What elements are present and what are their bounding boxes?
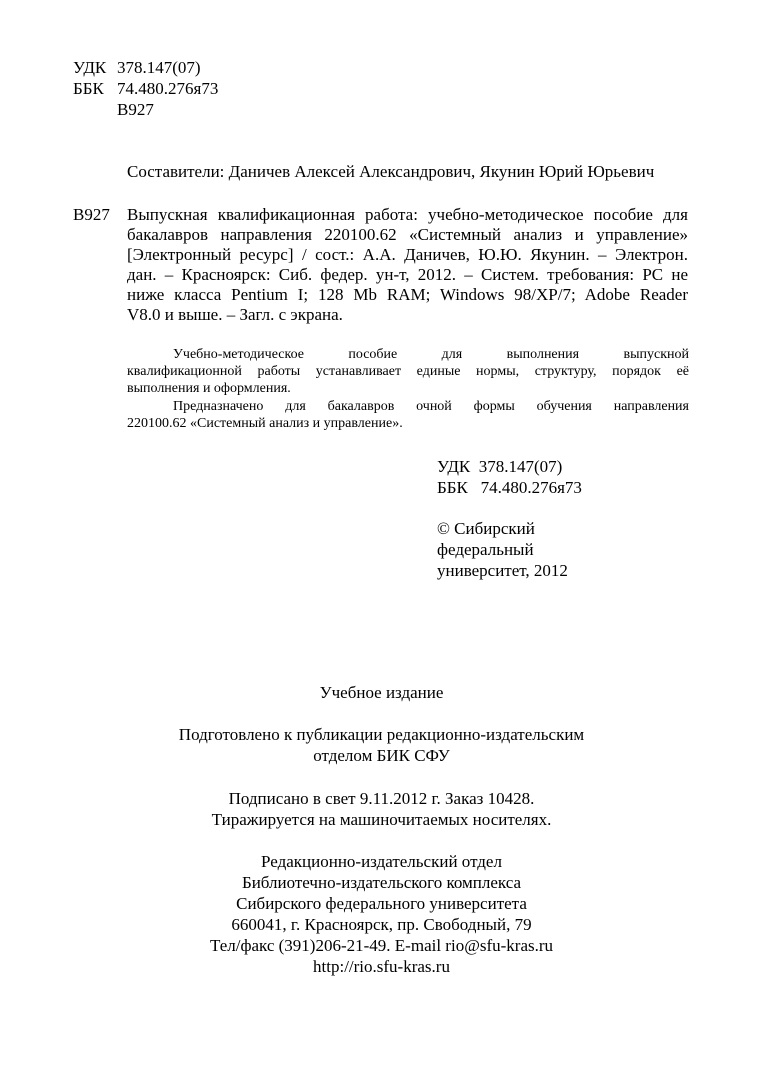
abstract-line: Предназначено для бакалавров очной формы обучения направления	[173, 399, 689, 414]
bib-line: [Электронный ресурс] / сост.: А.А. Даничев, Ю.Ю. Якунин. – Электрон.	[127, 245, 688, 264]
bbk-code-top	[73, 78, 218, 99]
publisher-line: Сибирского федерального университета	[236, 894, 527, 913]
bib-line: дан. – Красноярск: Сиб. федер. ун-т, 2012. – Систем. требования: PC не	[127, 265, 688, 284]
bbk-code: ББК 74.480.276я73	[437, 478, 582, 497]
publisher-contact: Тел/факс (391)206-21-49. E-mail rio@sfu-kras.ru	[209, 936, 554, 955]
bbk-label: ББК	[73, 79, 104, 98]
author-mark-top: В927	[117, 100, 154, 119]
copyright-line: © Сибирский	[437, 519, 535, 538]
abstract-line: Учебно-методическое пособие для выполнения выпускной	[173, 347, 689, 362]
bib-line: Выпускная квалификационная работа: учебно-методическое пособие для	[127, 205, 688, 224]
signed-line: Подписано в свет 9.11.2012 г. Заказ 10428.	[228, 789, 535, 808]
compilers-line: Составители: Даничев Алексей Александрович, Якунин Юрий Юрьевич	[127, 162, 655, 181]
bib-author-mark: В927	[73, 205, 110, 224]
copyright-line: университет, 2012	[437, 561, 568, 580]
copyright-line: федеральный	[437, 540, 534, 559]
bib-line: ниже класса Pentium I; 128 Mb RAM; Windows 98/XP/7; Adobe Reader	[127, 285, 688, 304]
bbk-value: 74.480.276я73	[117, 79, 219, 98]
signed-line: Тиражируется на машиночитаемых носителях.	[211, 810, 552, 829]
prepared-line: отделом БИК СФУ	[313, 746, 450, 765]
edition-type: Учебное издание	[319, 683, 444, 702]
abstract-line: квалификационной работы устанавливает единые нормы, структуру, порядок её	[127, 364, 689, 379]
abstract-line: выполнения и оформления.	[127, 381, 291, 396]
abstract-line: 220100.62 «Системный анализ и управление».	[127, 416, 403, 431]
bib-line: V8.0 и выше. – Загл. с экрана.	[127, 305, 343, 324]
udk-code: УДК 378.147(07)	[437, 457, 563, 476]
udk-label: УДК	[73, 58, 107, 77]
prepared-line: Подготовлено к публикации редакционно-издательским	[178, 725, 585, 744]
udk-code-top	[73, 57, 201, 78]
udk-value: 378.147(07)	[117, 58, 201, 77]
publisher-line: Редакционно-издательский отдел	[261, 852, 502, 871]
publisher-line: Библиотечно-издательского комплекса	[241, 873, 522, 892]
bib-line: бакалавров направления 220100.62 «Системный анализ и управление»	[127, 225, 688, 244]
publisher-url: http://rio.sfu-kras.ru	[313, 957, 450, 976]
publisher-line: 660041, г. Красноярск, пр. Свободный, 79	[231, 915, 532, 934]
